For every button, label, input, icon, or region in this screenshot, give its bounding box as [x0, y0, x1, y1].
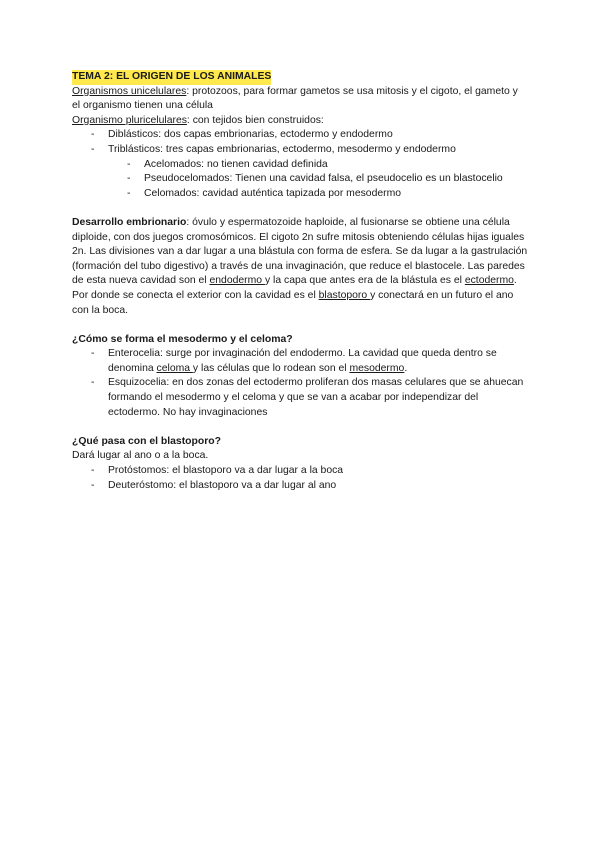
unicelulares-term: Organismos unicelulares	[72, 85, 187, 97]
item-text: y las células que lo rodean son el	[192, 362, 350, 374]
blastoporo-intro: Dará lugar al ano o a la boca.	[72, 450, 209, 462]
unicelulares-paragraph	[72, 85, 528, 114]
pluricelulares-paragraph	[72, 114, 528, 129]
list-item	[72, 347, 528, 376]
desarrollo-text: : óvulo y espermatozoide haploide, al fusionarse se obtiene una célula diploide, con dos juegos cromosómicos. El cigoto 2n sufre mitosis obteniendo células hijas iguales 2n. Las divisiones van a dar lugar a una blástula con forma de esfera. Se da lugar a la gastrulación (formación del tubo digestivo) a través de una invaginación, que reduce el blastocele. Las paredes de esta nueva cavidad son el	[72, 216, 528, 287]
desarrollo-text: y conectará en un futuro el ano con la boca.	[72, 289, 514, 316]
list-item: - Protóstomos: el blastoporo va a dar lugar a la boca	[72, 464, 528, 479]
list-item: - Deuteróstomo: el blastoporo va a dar lugar al ano	[72, 479, 528, 494]
section-heading: ¿Cómo se forma el mesodermo y el celoma?	[72, 333, 293, 345]
list-item: - Triblásticos: tres capas embrionarias, ectodermo, mesodermo y endodermo	[72, 143, 528, 158]
cavity-sublist	[72, 158, 528, 202]
mesodermo-heading	[72, 333, 528, 348]
desarrollo-term: Desarrollo embrionario	[72, 216, 187, 228]
section-heading: ¿Qué pasa con el blastoporo?	[72, 435, 221, 447]
pluricelulares-term: Organismo pluricelulares	[72, 114, 187, 126]
item-text: Enterocelia: surge por invaginación del endodermo. La cavidad que queda dentro se denomina	[108, 348, 497, 374]
desarrollo-paragraph	[72, 216, 528, 318]
list-item: - Esquizocelia: en dos zonas del ectodermo proliferan dos masas celulares que se ahuecan formando el mesodermo y el celoma y que se van a acabar por independizar del ectodermo. No hay invaginaciones	[72, 376, 528, 420]
blastoporo-heading	[72, 435, 528, 450]
celoma-term: celoma	[156, 362, 193, 374]
item-text: .	[404, 362, 408, 374]
blastoporo-list	[72, 464, 528, 493]
endodermo-term: endodermo	[209, 275, 265, 287]
pluricelulares-text: : con tejidos bien construidos:	[186, 114, 324, 126]
title-line	[72, 70, 528, 85]
blastoporo-term: blastoporo	[318, 289, 371, 301]
sublist-item: - Celomados: cavidad auténtica tapizada por mesodermo	[72, 187, 528, 202]
mesodermo-list	[72, 347, 528, 420]
layers-list	[72, 128, 528, 157]
desarrollo-text: y la capa que antes era de la blástula es el	[264, 275, 465, 287]
ectodermo-term: ectodermo	[464, 275, 514, 287]
desarrollo-text: . Por donde se conecta el exterior con la cavidad es el	[72, 275, 517, 301]
document-title: TEMA 2: EL ORIGEN DE LOS ANIMALES	[72, 70, 271, 85]
sublist-item: - Pseudocelomados: Tienen una cavidad falsa, el pseudocelio es un blastocelio	[72, 172, 528, 187]
list-item: - Diblásticos: dos capas embrionarias, ectodermo y endodermo	[72, 128, 528, 143]
sublist-item: - Acelomados: no tienen cavidad definida	[72, 158, 528, 173]
mesodermo-term: mesodermo	[349, 362, 405, 374]
unicelulares-text: : protozoos, para formar gametos se usa mitosis y el cigoto, el gameto y el organismo tienen una célula	[72, 85, 518, 112]
